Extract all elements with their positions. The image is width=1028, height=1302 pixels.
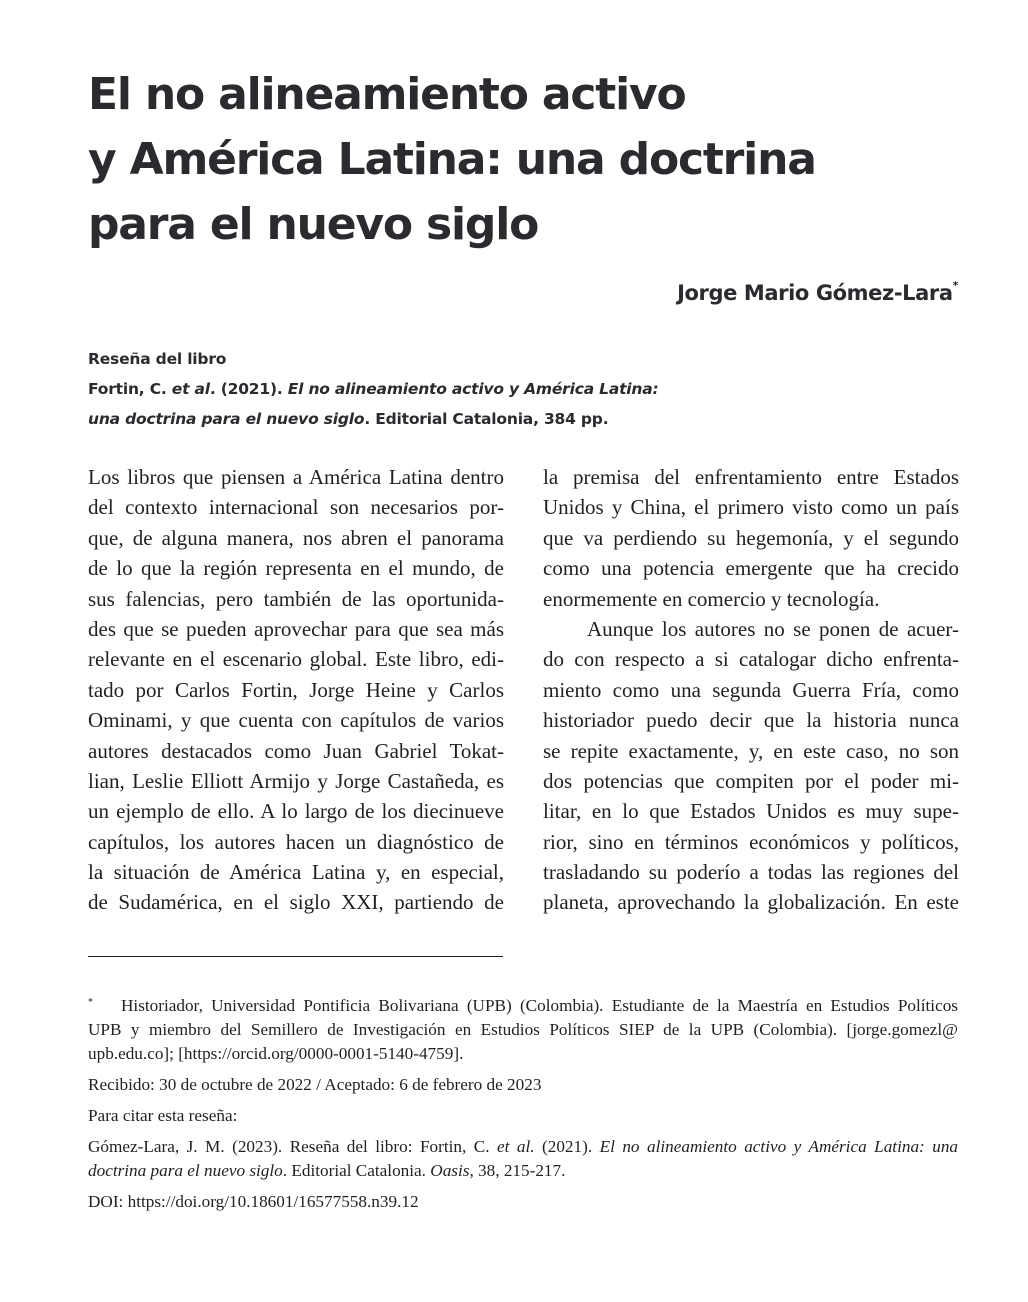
- body-line: que va perdiendo su hegemonía, y el segundo: [543, 525, 959, 550]
- author-bio-text-1: Historiador, Universidad Pontificia Bolivariana (UPB) (Colombia). Estudiante de la Maestría en Estudios Políticos: [121, 996, 958, 1015]
- review-citation-title-2: una doctrina para el nuevo siglo: [88, 410, 365, 428]
- review-label: Reseña del libro: [88, 350, 227, 368]
- body-line: relevante en el escenario global. Este libro, edi-: [88, 647, 504, 672]
- body-line: un ejemplo de ello. A lo largo de los diecinueve: [88, 799, 504, 824]
- body-line: que, de alguna manera, nos abren el panorama: [88, 525, 504, 550]
- citation-volume-pages: , 38, 215-217.: [469, 1161, 566, 1180]
- citation-year: (2021).: [534, 1137, 600, 1156]
- citation-publisher: . Editorial Catalonia.: [282, 1161, 431, 1180]
- citation-line-1: [88, 1135, 958, 1159]
- footnote-divider: [88, 956, 503, 957]
- page-title: [88, 62, 948, 257]
- body-column-left: [88, 462, 504, 918]
- body-line: des que se pueden aprovechar para que sea más: [88, 616, 504, 641]
- body-line: enormemente en comercio y tecnología.: [543, 586, 880, 611]
- body-line: miento como una segunda Guerra Fría, como: [543, 677, 959, 702]
- body-line: Ominami, y que cuenta con capítulos de varios: [88, 708, 504, 733]
- body-line: la situación de América Latina y, en especial,: [88, 860, 504, 885]
- body-line: litar, en lo que Estados Unidos es muy supe-: [543, 799, 959, 824]
- body-line: do con respecto a si catalogar dicho enfrenta-: [543, 647, 959, 672]
- body-line: sus falencias, pero también de las oportunida-: [88, 586, 504, 611]
- body-line: de lo que la región representa en el mundo, de: [88, 556, 504, 581]
- body-line: de Sudamérica, en el siglo XXI, partiendo de: [88, 890, 504, 915]
- citation-authors: Gómez-Lara, J. M. (2023). Reseña del libro: Fortin, C.: [88, 1137, 497, 1156]
- body-line: capítulos, los autores hacen un diagnóstico de: [88, 829, 504, 854]
- author-bio-line-1: [88, 994, 958, 1018]
- body-line: trasladando su poderío a todas las regiones del: [543, 860, 959, 885]
- body-line: planeta, aprovechando la globalización. En este: [543, 890, 959, 915]
- body-line: dos potencias que compiten por el poder mi-: [543, 768, 959, 793]
- title-line-1: El no alineamiento activo: [88, 69, 686, 120]
- body-line: historiador puedo decir que la historia nunca: [543, 708, 959, 733]
- review-citation-etal: et al: [171, 380, 210, 398]
- review-citation-line-1: [88, 374, 958, 404]
- footnote-star: *: [88, 997, 93, 1008]
- cite-label: Para citar esta reseña:: [88, 1106, 238, 1125]
- citation-title-2: doctrina para el nuevo siglo: [88, 1161, 283, 1180]
- author-bio-line-2: UPB y miembro del Semillero de Investigación en Estudios Políticos SIEP de la UPB (Colombia). [jorge.gomezl@: [88, 1020, 958, 1039]
- body-line: la premisa del enfrentamiento entre Estados: [543, 465, 959, 489]
- body-column-right: [543, 462, 959, 918]
- title-line-3: para el nuevo siglo: [88, 199, 539, 250]
- body-line: autores destacados como Juan Gabriel Tokat-: [88, 738, 504, 763]
- body-line: tado por Carlos Fortin, Jorge Heine y Carlos: [88, 677, 504, 702]
- footnotes: [88, 994, 958, 1214]
- review-citation-publisher: . Editorial Catalonia, 384 pp.: [364, 410, 609, 428]
- body-line: lian, Leslie Elliott Armijo y Jorge Castañeda, es: [88, 768, 504, 793]
- review-citation-authors: Fortin, C.: [88, 380, 172, 398]
- author-footnote-mark[interactable]: *: [952, 279, 958, 292]
- review-reference: [88, 344, 958, 434]
- author-bio-line-3: upb.edu.co]; [https://orcid.org/0000-0001-5140-4759].: [88, 1044, 464, 1063]
- author-name: Jorge Mario Gómez-Lara: [677, 281, 953, 305]
- body-line: Aunque los autores no se ponen de acuer-: [587, 616, 959, 641]
- body-line: como una potencia emergente que ha crecido: [543, 556, 959, 581]
- body-line: rior, sino en términos económicos y políticos,: [543, 829, 959, 854]
- body-line: se repite exactamente, y, en este caso, no son: [543, 738, 959, 763]
- review-citation-line-2: [88, 404, 958, 434]
- review-citation-title-1: El no alineamiento activo y América Latina:: [287, 380, 659, 398]
- received-accepted-dates: Recibido: 30 de octubre de 2022 / Aceptado: 6 de febrero de 2023: [88, 1075, 542, 1094]
- title-line-2: y América Latina: una doctrina: [88, 134, 816, 185]
- author-byline: [677, 281, 958, 305]
- citation-journal: Oasis: [430, 1161, 470, 1180]
- citation-line-2: [88, 1159, 958, 1183]
- body-line: del contexto internacional son necesarios por-: [88, 495, 504, 520]
- doi-link[interactable]: DOI: https://doi.org/10.18601/16577558.n39.12: [88, 1192, 419, 1211]
- citation-title-1: El no alineamiento activo y América Latina: una: [599, 1137, 959, 1156]
- body-line: Unidos y China, el primero visto como un país: [543, 495, 959, 520]
- body-line: Los libros que piensen a América Latina dentro: [88, 465, 504, 489]
- review-citation-year: . (2021).: [209, 380, 288, 398]
- citation-etal: et al.: [496, 1137, 535, 1156]
